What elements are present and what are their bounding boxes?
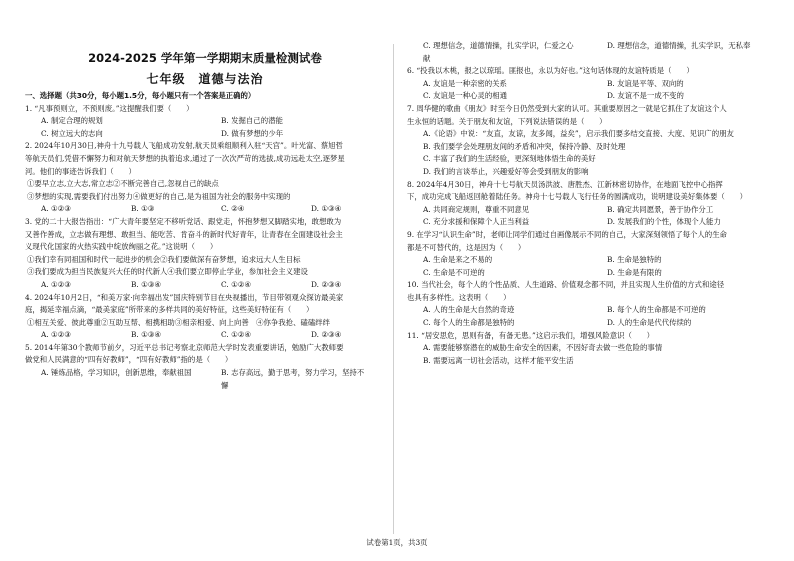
option-a: A. 共同商定规则，尊重不同意见 [423,204,530,214]
option-a: A. 人的生命是大自然的奇迹 [423,305,515,315]
option-c: C. ②④ [221,204,245,214]
question-2 [25,140,385,216]
option-d: D. ②③④ [311,330,342,340]
option-c: C. ①②④ [221,330,251,340]
option-b: B. 每个人的生命都是不可逆的 [607,305,706,315]
question-stem: 10. 当代社会，每个人的个性品质、人生道路、价值观念都不同，并且实现人生价值的方式和途径 [407,280,725,290]
option-c: C. 充分求援和保障个人正当利益 [423,217,530,227]
section-heading: 一、选择题（共30分，每小题1.5分，每小题只有一个答案是正确的） [25,91,256,100]
option-d-cont: 献 [423,53,431,63]
option-b: B. ①③ [131,204,155,214]
question-stem: 5. 2014年第30个教师节前夕，习近平总书记考察北京师范大学时发表重要讲话，勉励广大教师要 [25,342,344,352]
question-6 [407,65,775,103]
option-a: A. 需要能够察潜在的威胁生命安全的因素，不因好奇去做一些危险的事情 [423,343,663,353]
question-stem-cont: 等航天员们,凭借不懈努力和对航天梦想的执着追求,通过了一次次严苛的选拔,成功远赴太空,逐梦星 [25,153,345,163]
question-stem: 4. 2024年10月2日，“和美万家·向幸福出发”国庆特别节目在央视播出，节目带领观众探访最美家 [25,292,344,302]
option-c: C. 每个人的生命都是独特的 [423,318,515,328]
option-b: B. 需要远离一切社会活动，这样才能平安生活 [423,355,574,365]
option-b: B. 确定共同愿景，善于协作分工 [607,204,714,214]
option-c: C. 丰富了我们的生活经验，更深刻地体悟生命的美好 [423,154,596,164]
exam-subtitle: 七年级 道德与法治 [146,72,264,86]
question-10 [407,279,775,329]
question-9 [407,229,775,279]
option-b: B. 志存高远，勤于思考，努力学习，坚持不 [221,368,365,378]
statement-line: ③梦想的实现,需要我们付出努力④做更好的自己,是为祖国为社会的服务中实现的 [27,191,291,201]
question-8 [407,179,775,229]
question-stem-cont: 生永恒的话题。关于朋友和友谊，下列说法错误的是（ ） [407,116,607,126]
option-d: D. 发展我们的个性，体现个人能力 [607,217,721,227]
option-a: A. ①②③ [41,330,71,340]
option-a: A.《论语》中说：“友直，友谅，友多闻，益矣”，启示我们要多结交直接、大度、见识广的朋友 [423,129,734,139]
option-c: C. 理想信念，道德情操，扎实学识，仁爱之心 [423,41,574,50]
question-stem: 11. “居安思危，思则有备，有备无患。”这启示我们，增强风险意识（ ） [407,330,655,340]
question-stem: 1. “凡事预则立，不预则废。”这提醒我们要（ ） [25,103,194,113]
question-stem-cont: 河。他们的事迹告诉我们（ ） [25,166,136,176]
option-b: B. 生命是独特的 [607,255,662,265]
question-stem-cont: 又善作善成，立志做有理想、敢担当、能吃苦、肯奋斗的新时代好青年，让青春在全面建设社会主 [25,229,343,239]
statement-line: ①我们幸有同祖国和时代一起进步的机会②我们要做深有奋梦想，追求远大人生目标 [27,254,301,264]
option-d: D. 做有梦想的少年 [221,128,284,138]
question-stem-cont: 下，成功完成飞船返回舱着陆任务。神舟十七号载人飞行任务的圆满成功，说明建设美好集体要（ ） [407,192,747,202]
option-d: D. 我们的言谈举止，兴趣爱好等会受到朋友的影响 [423,166,589,176]
option-a: A. 友谊是一种亲密的关系 [423,78,507,88]
option-a: A. ①②③ [41,204,71,214]
question-stem: 2. 2024年10月30日,神舟十九号载人飞船成功发射,航天员乘组顺利入驻“天宫”。叶光富、蔡旭哲 [25,141,343,151]
option-d: D. 人的生命是代代传续的 [607,318,692,328]
question-stem: 3. 党的二十大报告指出：“广大青年要坚定不移听党话、跟党走，怀抱梦想又脚踏实地，敢想敢为 [25,216,342,226]
question-stem-cont: 都是不可替代的，这是因为（ ） [407,242,526,252]
statement-line: ③我们要成为担当民族复兴大任的时代新人④我们要立即停止学业，参加社会主义建设 [27,267,308,277]
question-stem-cont: 庭，揭延幸福点滴，“最美家庭”所带来的多样共同的美好特征，这些美好特征有（ ） [25,305,314,315]
question-stem-cont: 做党和人民满意的“四有好教师”，“四有好教师”指的是（ ） [25,355,233,365]
right-column [407,40,775,367]
option-d: D. ②③④ [311,279,342,289]
statement-line: ①要早立志,立大志,常立志②不断完善自己,忽视自己的缺点 [27,179,219,189]
question-stem: 9. 在学习“认识生命”时，老师让同学们通过自画像展示不同的自己，大家深刻领悟了每个人的生命 [407,229,727,239]
option-c: C. 友谊是一种心灵的相通 [423,91,507,101]
statement-line: ①相互关爱、彼此尊重②互助互帮、相携相助③相亲相爱、向上向善 ④你争我抢、磕磕绊绊 [27,317,331,327]
question-stem: 7. 周华健的歌曲《朋友》时至今日仍然受到大家的认可。其重要原因之一就是它抓住了友谊这个人 [407,103,727,113]
option-b: B. 我们要学会处理朋友间的矛盾和冲突，保持冷静、及时处理 [423,141,626,151]
option-b: B. ①③④ [131,279,162,289]
option-b: B. 友谊是平等、双向的 [607,78,684,88]
column-divider [393,44,394,534]
question-stem: 8. 2024年4月30日，神舟十七号航天员汤洪波、唐胜杰、江新林密切协作，在地面飞控中心指挥 [407,179,723,189]
option-b: B. ①③④ [131,330,162,340]
option-b: B. 发掘自己的潜能 [221,116,283,126]
option-a: A. 锤炼品格，学习知识，创新思维，奉献祖国 [41,368,192,378]
left-column [25,90,385,392]
question-stem-cont: 也具有多样性。这表明（ ） [407,292,511,302]
page-footer: 试卷第1页，共3页 [366,538,428,547]
option-c: C. 生命是不可逆的 [423,267,485,277]
option-d: D. 理想信念，道德情操，扎实学识，无私奉 [607,41,751,50]
question-5 [25,342,385,392]
question-3 [25,216,385,292]
option-a: A. 生命是来之不易的 [423,255,493,265]
question-stem-cont: 义现代化国家的火热实践中绽放绚丽之花。”这说明（ ） [25,242,218,252]
option-a: A. ①②③ [41,279,71,289]
question-1 [25,103,385,141]
option-c: C. ①②④ [221,279,251,289]
option-b-cont: 懈 [221,380,229,390]
option-d: D. 友谊不是一成不变的 [607,91,684,101]
exam-title: 2024-2025 学年第一学期期末质量检测试卷 [88,51,322,65]
question-4 [25,292,385,342]
question-stem: 6. “投我以木桃，报之以琼瑶。匪报也，永以为好也。”这句话体现的友谊特质是（ ） [407,66,694,76]
option-a: A. 制定合理的规划 [41,116,103,126]
question-5-continued [407,40,775,65]
option-c: C. 树立远大的志向 [41,128,103,138]
option-d: D. ①③④ [311,204,342,214]
question-11 [407,330,775,368]
option-d: D. 生命是有限的 [607,267,662,277]
question-7 [407,103,775,179]
